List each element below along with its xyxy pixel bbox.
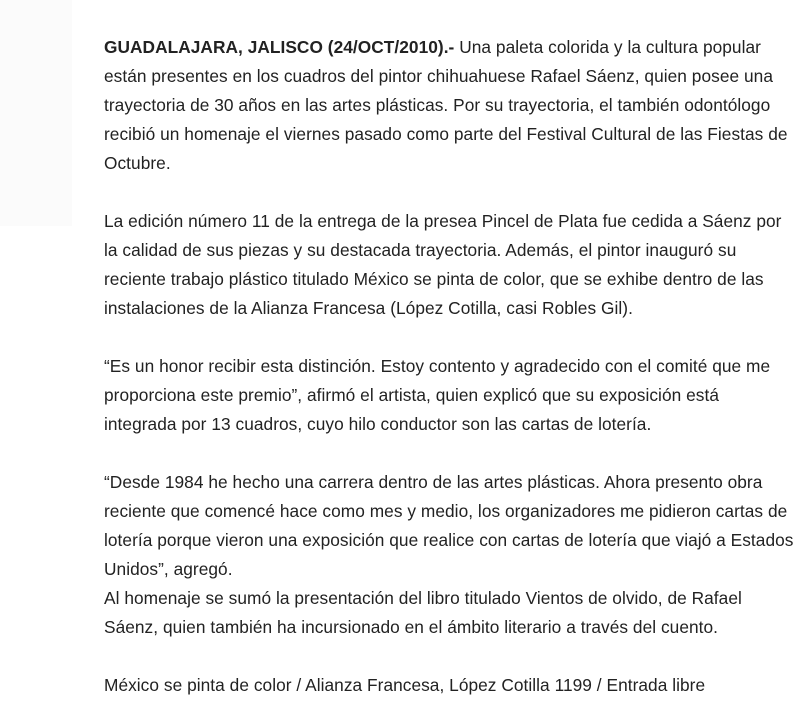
article-paragraph-3: “Es un honor recibir esta distinción. Estoy contento y agradecido con el comité que me proporciona este premio”, afirmó el artista, quien explicó que su exposición está integrada por 13 cuadros, cuyo hilo conductor son las cartas de lotería. bbox=[104, 356, 771, 434]
article-paragraph-1 bbox=[104, 33, 794, 178]
left-margin-panel bbox=[0, 0, 72, 226]
article-paragraph-2: La edición número 11 de la entrega de la presea Pincel de Plata fue cedida a Sáenz por la calidad de sus piezas y su destacada trayectoria. Además, el pintor inauguró su reciente trabajo plástico titulado México se pinta de color, que se exhibe dentro de las instalaciones de la Alianza Francesa (López Cotilla, casi Robles Gil). bbox=[104, 211, 782, 318]
article-paragraph-5: Al homenaje se sumó la presentación del libro titulado Vientos de olvido, de Rafael Sáenz, quien también ha incursionado en el ámbito literario a través del cuento. bbox=[104, 588, 742, 637]
article-body bbox=[104, 33, 794, 722]
article-paragraph-1-text: Una paleta colorida y la cultura popular están presentes en los cuadros del pintor chihuahuese Rafael Sáenz, quien posee una trayectoria de 30 años en las artes plásticas. Por su trayectoria, el también odontólogo recibió un homenaje el viernes pasado como parte del Festival Cultural de las Fiestas de Octubre. bbox=[104, 37, 788, 173]
article-exhibition-info: México se pinta de color / Alianza Francesa, López Cotilla 1199 / Entrada libre bbox=[104, 675, 706, 695]
article-paragraph-4: “Desde 1984 he hecho una carrera dentro de las artes plásticas. Ahora presento obra reciente que comencé hace como mes y medio, los organizadores me pidieron cartas de lotería porque vieron una exposición que realice con cartas de lotería que viajó a Estados Unidos”, agregó. bbox=[104, 472, 794, 579]
article-dateline: GUADALAJARA, JALISCO (24/OCT/2010).- bbox=[104, 37, 455, 57]
